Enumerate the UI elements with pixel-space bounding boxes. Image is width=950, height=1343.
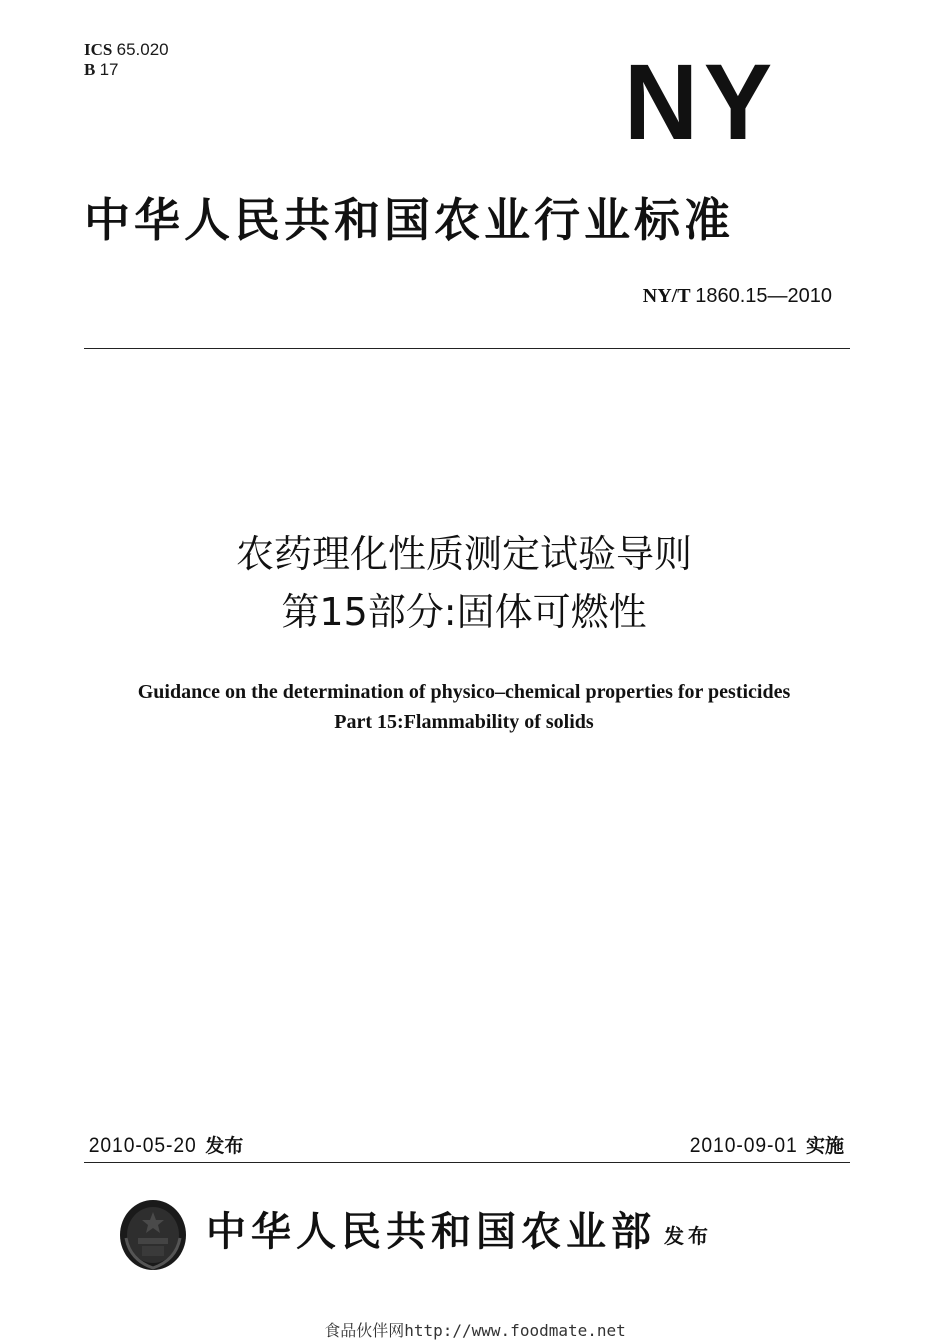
header-divider — [84, 348, 850, 349]
watermark-url[interactable]: http://www.foodmate.net — [404, 1321, 626, 1340]
national-emblem-icon — [118, 1198, 188, 1272]
publish-label: 发布 — [205, 1135, 244, 1157]
implement-date: 2010-09-01 — [689, 1134, 798, 1157]
publish-date-block — [84, 1130, 243, 1161]
ics-label: ICS — [84, 40, 113, 59]
watermark-site-name: 食品伙伴网 — [324, 1321, 405, 1340]
ccs-classification — [84, 60, 119, 80]
ics-classification — [84, 40, 169, 60]
publish-date: 2010-05-20 — [88, 1134, 197, 1157]
standard-number-prefix: NY/T — [642, 285, 691, 307]
issuing-action: 发布 — [664, 1224, 712, 1248]
standard-category-title: 中华人民共和国农业行业标准 — [84, 193, 734, 247]
ccs-label: B — [84, 60, 96, 79]
chinese-title-line1: 农药理化性质测定试验导则 — [235, 532, 692, 576]
ccs-code: 17 — [99, 60, 119, 79]
standard-number-value: 1860.15—2010 — [695, 285, 832, 307]
implement-date-block — [685, 1130, 844, 1161]
english-title-line1: Guidance on the determination of physico–chemical properties for pesticides — [137, 681, 791, 703]
chinese-title-line2: 第15部分:固体可燃性 — [281, 590, 647, 634]
implement-label: 实施 — [805, 1135, 844, 1157]
ny-logo: NY — [624, 41, 778, 162]
issuing-authority: 中华人民共和国农业部 — [206, 1208, 656, 1255]
ics-code: 65.020 — [116, 40, 169, 59]
standard-number — [643, 284, 832, 308]
watermark-footer — [0, 1320, 950, 1342]
footer-divider — [84, 1162, 850, 1163]
english-title-line2: Part 15:Flammability of solids — [334, 711, 594, 733]
